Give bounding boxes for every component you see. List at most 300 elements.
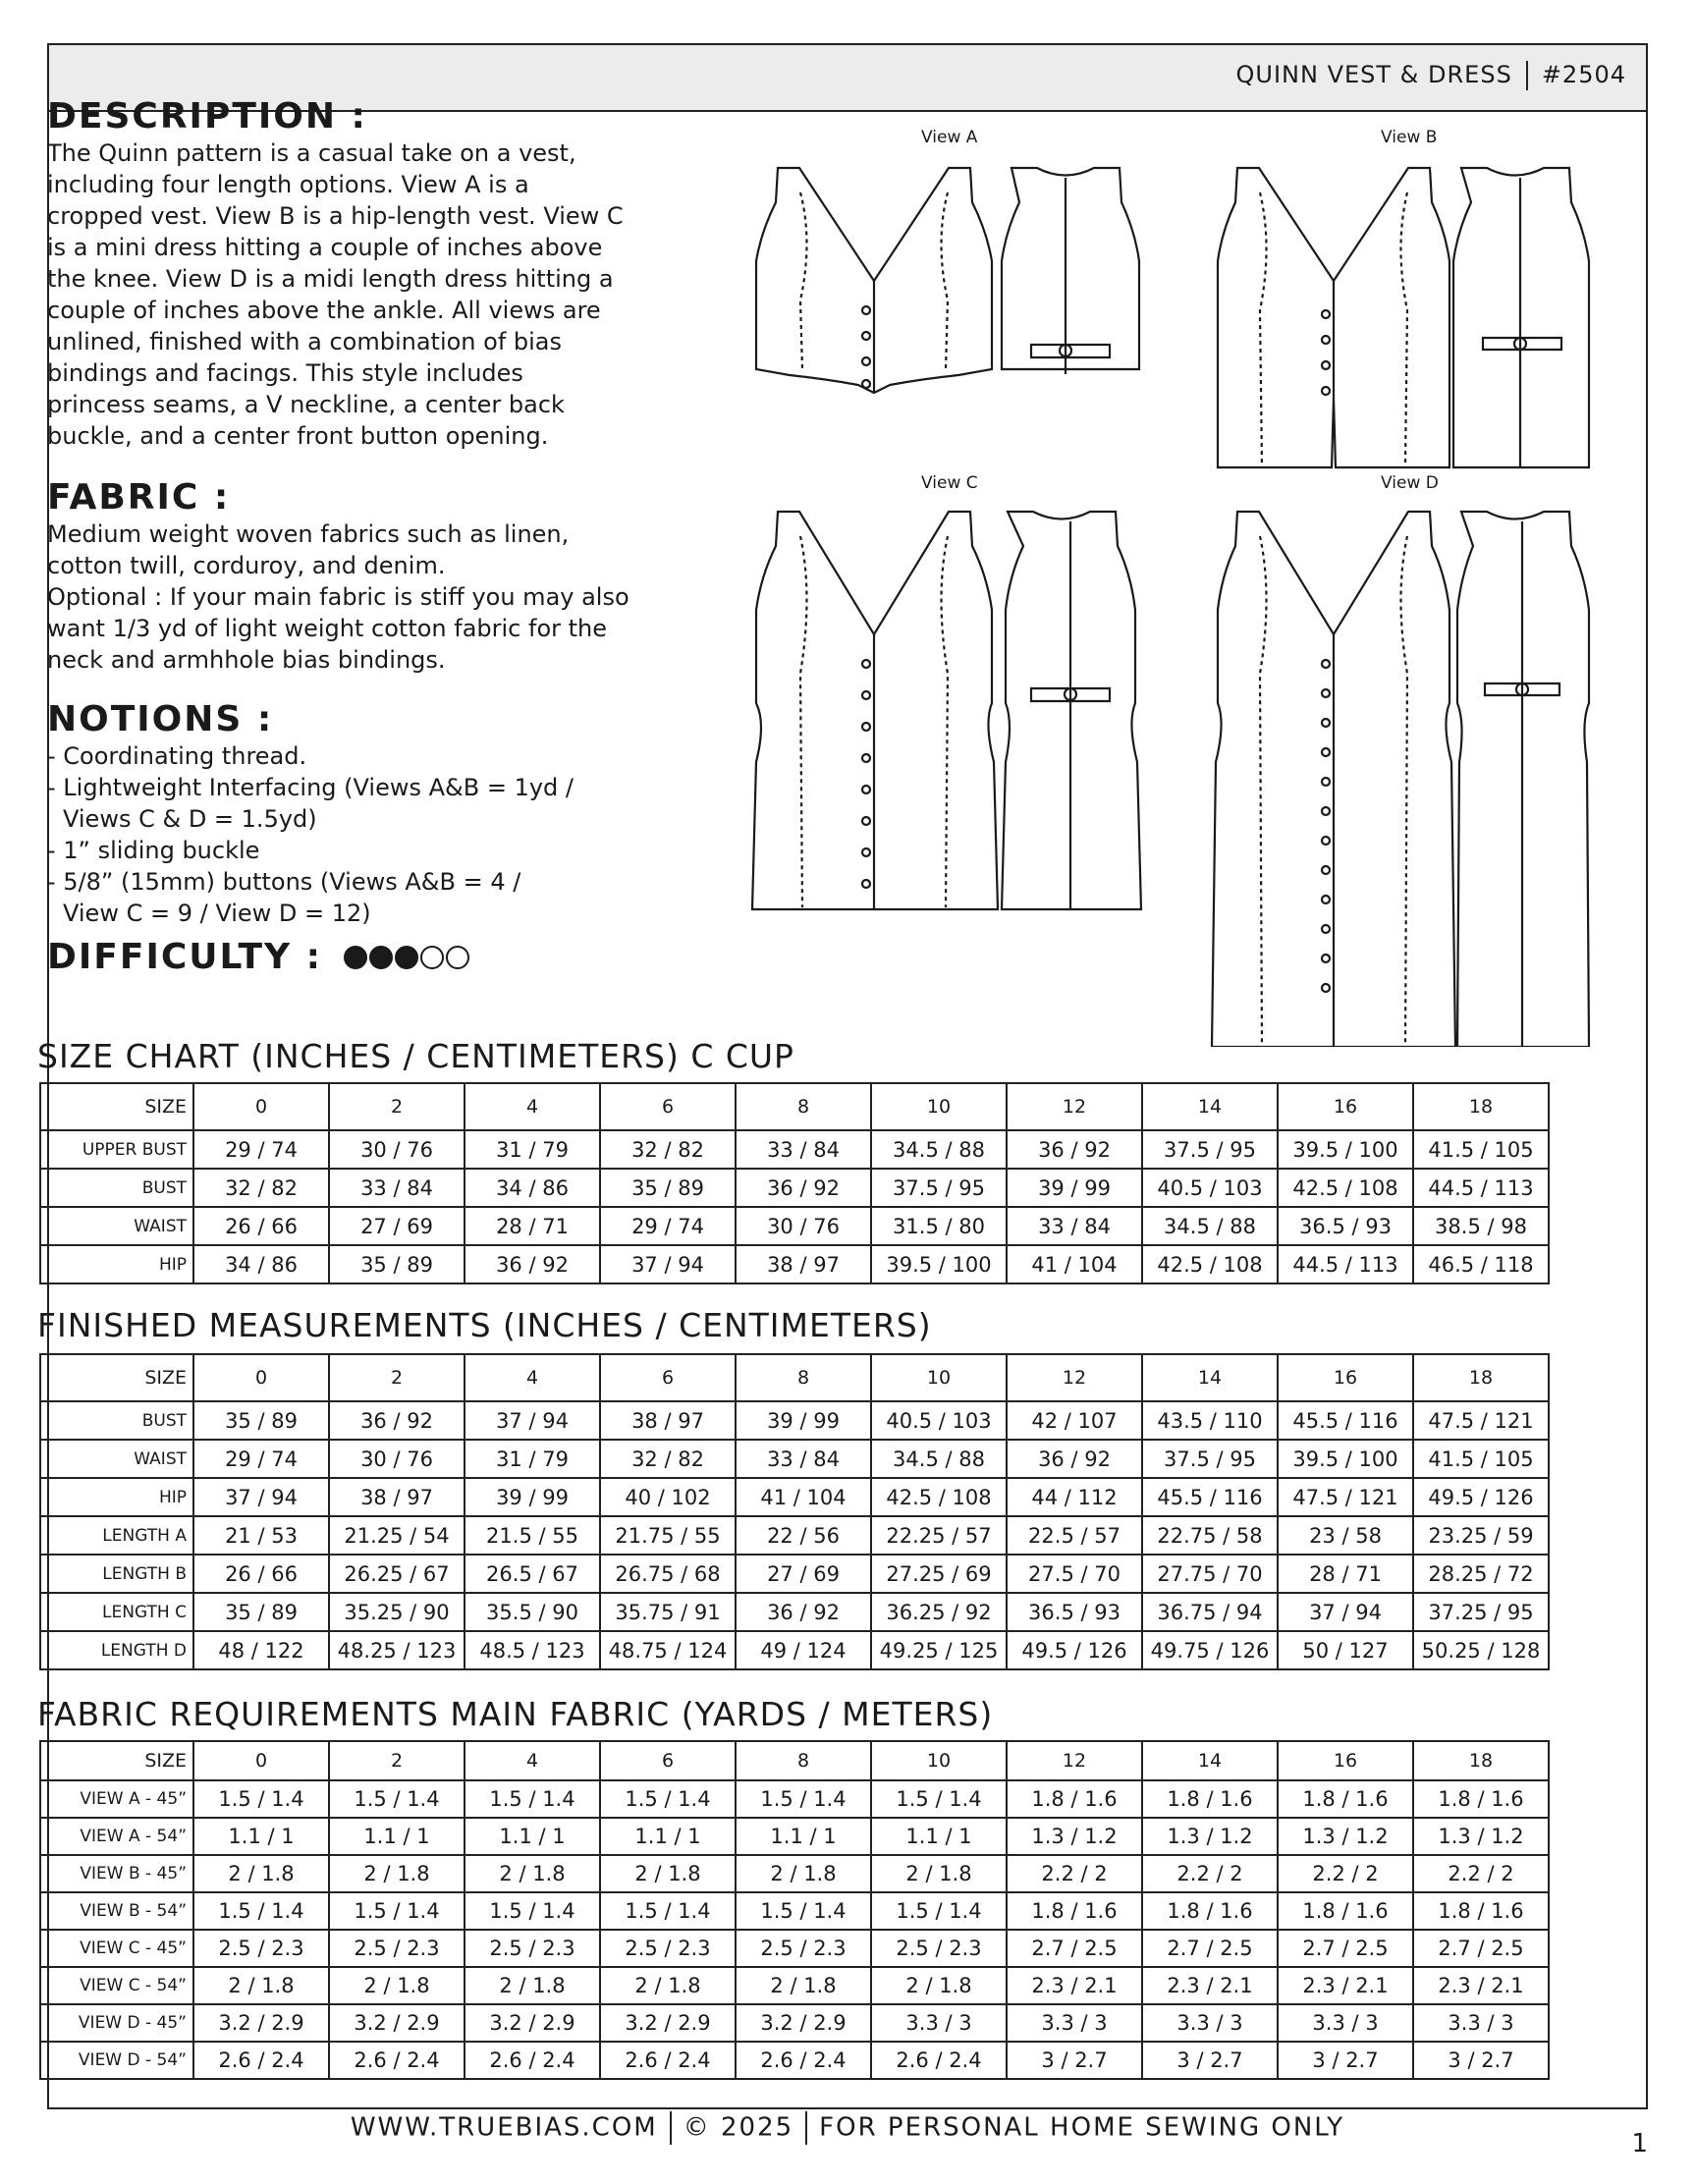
table-header-cell: SIZE — [40, 1741, 193, 1780]
table-row — [40, 1780, 1549, 1818]
view-c-front-drawing — [752, 512, 998, 909]
table-cell: 2.5 / 2.3 — [465, 1930, 600, 1967]
size-header-cell: 0 — [193, 1354, 329, 1401]
table-cell: 31 / 79 — [465, 1440, 600, 1478]
size-header-cell: 6 — [600, 1083, 736, 1130]
view-a-label: View A — [921, 128, 978, 147]
table-cell: 22.25 / 57 — [871, 1516, 1007, 1555]
table-cell: 42.5 / 108 — [871, 1478, 1007, 1516]
table-cell: 27.5 / 70 — [1007, 1555, 1142, 1593]
table-cell: 48.75 / 124 — [600, 1631, 736, 1669]
table-row — [40, 1130, 1549, 1169]
garment-illustrations — [707, 75, 1591, 1047]
table-cell: 2.6 / 2.4 — [600, 2042, 736, 2079]
table-cell: 3.3 / 3 — [871, 2004, 1007, 2042]
table-cell: 1.8 / 1.6 — [1413, 1780, 1549, 1818]
table-cell: 36 / 92 — [465, 1245, 600, 1283]
difficulty-dots — [344, 946, 469, 969]
row-label: VIEW C - 54” — [40, 1967, 193, 2004]
notion-item: Views C & D = 1.5yd) — [63, 805, 317, 833]
fabric-line: want 1/3 yd of light weight cotton fabric for the — [47, 615, 608, 642]
difficulty-label: DIFFICULTY : — [47, 937, 323, 977]
fabric-text — [47, 519, 715, 676]
table-cell: 40 / 102 — [600, 1478, 736, 1516]
size-header-cell: 0 — [193, 1083, 329, 1130]
row-label: VIEW D - 54” — [40, 2042, 193, 2079]
table-cell: 38.5 / 98 — [1413, 1207, 1549, 1245]
row-label: WAIST — [40, 1207, 193, 1245]
table-cell: 2 / 1.8 — [871, 1855, 1007, 1892]
footer-notice: FOR PERSONAL HOME SEWING ONLY — [819, 2112, 1345, 2143]
table-cell: 26.75 / 68 — [600, 1555, 736, 1593]
notion-item: - Coordinating thread. — [47, 742, 307, 770]
table-cell: 1.5 / 1.4 — [871, 1780, 1007, 1818]
table-cell: 2.5 / 2.3 — [871, 1930, 1007, 1967]
table-cell: 21.75 / 55 — [600, 1516, 736, 1555]
table-cell: 37 / 94 — [465, 1401, 600, 1440]
size-header-cell: 18 — [1413, 1741, 1549, 1780]
table-cell: 1.5 / 1.4 — [329, 1892, 465, 1930]
table-cell: 35.25 / 90 — [329, 1593, 465, 1631]
notions-list — [47, 740, 715, 929]
table-cell: 1.1 / 1 — [329, 1818, 465, 1855]
description-line: couple of inches above the ankle. All views are — [47, 297, 601, 324]
table-cell: 48 / 122 — [193, 1631, 329, 1669]
footer — [0, 2111, 1695, 2145]
table-cell: 1.3 / 1.2 — [1278, 1818, 1413, 1855]
table-cell: 36 / 92 — [1007, 1130, 1142, 1169]
footer-copyright: © 2025 — [683, 2112, 794, 2143]
table-cell: 30 / 76 — [329, 1130, 465, 1169]
table-cell: 2 / 1.8 — [329, 1855, 465, 1892]
table-cell: 50 / 127 — [1278, 1631, 1413, 1669]
table-cell: 29 / 74 — [193, 1440, 329, 1478]
table-cell: 35 / 89 — [193, 1401, 329, 1440]
table-cell: 45.5 / 116 — [1278, 1401, 1413, 1440]
size-header-cell: 18 — [1413, 1354, 1549, 1401]
table-cell: 36.5 / 93 — [1007, 1593, 1142, 1631]
table-cell: 2 / 1.8 — [329, 1967, 465, 2004]
table-cell: 1.5 / 1.4 — [465, 1892, 600, 1930]
size-header-cell: 8 — [736, 1741, 871, 1780]
table-row — [40, 1555, 1549, 1593]
table-cell: 34.5 / 88 — [1142, 1207, 1278, 1245]
size-header-cell: 6 — [600, 1354, 736, 1401]
table-cell: 2.6 / 2.4 — [465, 2042, 600, 2079]
view-b-back-drawing — [1453, 168, 1589, 467]
table-header-cell: SIZE — [40, 1083, 193, 1130]
size-header-cell: 10 — [871, 1354, 1007, 1401]
table-cell: 33 / 84 — [1007, 1207, 1142, 1245]
table-cell: 36 / 92 — [329, 1401, 465, 1440]
table-cell: 32 / 82 — [600, 1130, 736, 1169]
size-header-cell: 8 — [736, 1354, 871, 1401]
table-cell: 2 / 1.8 — [193, 1855, 329, 1892]
table-cell: 23.25 / 59 — [1413, 1516, 1549, 1555]
table-cell: 47.5 / 121 — [1413, 1401, 1549, 1440]
table-cell: 44 / 112 — [1007, 1478, 1142, 1516]
table-row — [40, 1478, 1549, 1516]
table-cell: 1.5 / 1.4 — [465, 1780, 600, 1818]
row-label: HIP — [40, 1478, 193, 1516]
size-header-cell: 10 — [871, 1083, 1007, 1130]
description-section — [47, 96, 715, 452]
view-d-label: View D — [1381, 473, 1439, 493]
table-cell: 28.25 / 72 — [1413, 1555, 1549, 1593]
table-cell: 2 / 1.8 — [871, 1967, 1007, 2004]
description-line: bindings and facings. This style includes — [47, 359, 523, 387]
row-label: LENGTH D — [40, 1631, 193, 1669]
table-cell: 49.5 / 126 — [1007, 1631, 1142, 1669]
table-cell: 39.5 / 100 — [871, 1245, 1007, 1283]
table-cell: 2.5 / 2.3 — [736, 1930, 871, 1967]
table-cell: 3.3 / 3 — [1278, 2004, 1413, 2042]
table-cell: 35.75 / 91 — [600, 1593, 736, 1631]
view-d-front-drawing — [1212, 512, 1455, 1047]
table-cell: 27.25 / 69 — [871, 1555, 1007, 1593]
table-cell: 35 / 89 — [600, 1169, 736, 1207]
size-header-cell: 14 — [1142, 1354, 1278, 1401]
table-row — [40, 1207, 1549, 1245]
row-label: VIEW A - 45” — [40, 1780, 193, 1818]
table-cell: 33 / 84 — [736, 1440, 871, 1478]
row-label: VIEW B - 45” — [40, 1855, 193, 1892]
table-cell: 36.75 / 94 — [1142, 1593, 1278, 1631]
table-row — [40, 1892, 1549, 1930]
row-label: LENGTH B — [40, 1555, 193, 1593]
table-cell: 49.5 / 126 — [1413, 1478, 1549, 1516]
table-cell: 1.5 / 1.4 — [600, 1892, 736, 1930]
description-title: DESCRIPTION : — [47, 96, 367, 136]
table-cell: 2.5 / 2.3 — [193, 1930, 329, 1967]
table-cell: 3.2 / 2.9 — [329, 2004, 465, 2042]
view-c-back-drawing — [1002, 512, 1141, 909]
description-line: including four length options. View A is a — [47, 171, 529, 198]
table-cell: 41.5 / 105 — [1413, 1130, 1549, 1169]
table-header-cell: SIZE — [40, 1354, 193, 1401]
table-cell: 1.1 / 1 — [736, 1818, 871, 1855]
finished-measurements-table — [39, 1353, 1550, 1670]
page-number: 1 — [1631, 2129, 1648, 2158]
size-header-cell: 16 — [1278, 1354, 1413, 1401]
table-cell: 3.2 / 2.9 — [193, 2004, 329, 2042]
table-row — [40, 2042, 1549, 2079]
size-header-cell: 0 — [193, 1741, 329, 1780]
table-cell: 2 / 1.8 — [600, 1967, 736, 2004]
notion-item: - Lightweight Interfacing (Views A&B = 1yd / — [47, 774, 574, 801]
table-cell: 1.8 / 1.6 — [1413, 1892, 1549, 1930]
footer-website[interactable]: WWW.TRUEBIAS.COM — [350, 2112, 658, 2143]
size-header-cell: 2 — [329, 1741, 465, 1780]
view-b-label: View B — [1381, 128, 1438, 147]
table-cell: 3 / 2.7 — [1007, 2042, 1142, 2079]
table-cell: 47.5 / 121 — [1278, 1478, 1413, 1516]
table-cell: 3.2 / 2.9 — [465, 2004, 600, 2042]
table-cell: 40.5 / 103 — [871, 1401, 1007, 1440]
size-header-cell: 8 — [736, 1083, 871, 1130]
row-label: WAIST — [40, 1440, 193, 1478]
table-cell: 22.5 / 57 — [1007, 1516, 1142, 1555]
size-header-cell: 2 — [329, 1083, 465, 1130]
table-cell: 28 / 71 — [1278, 1555, 1413, 1593]
table-cell: 26.25 / 67 — [329, 1555, 465, 1593]
table-cell: 2.2 / 2 — [1142, 1855, 1278, 1892]
table-cell: 2.6 / 2.4 — [193, 2042, 329, 2079]
table-cell: 22 / 56 — [736, 1516, 871, 1555]
table-cell: 1.8 / 1.6 — [1142, 1780, 1278, 1818]
size-header-cell: 16 — [1278, 1741, 1413, 1780]
description-line: buckle, and a center front button opening. — [47, 422, 549, 450]
table-cell: 1.5 / 1.4 — [600, 1780, 736, 1818]
difficulty-rating — [47, 937, 469, 978]
table-cell: 44.5 / 113 — [1413, 1169, 1549, 1207]
table-cell: 2 / 1.8 — [736, 1855, 871, 1892]
table-cell: 1.3 / 1.2 — [1007, 1818, 1142, 1855]
table-cell: 37 / 94 — [600, 1245, 736, 1283]
table-cell: 29 / 74 — [600, 1207, 736, 1245]
table-cell: 26.5 / 67 — [465, 1555, 600, 1593]
table-cell: 43.5 / 110 — [1142, 1401, 1278, 1440]
table-row — [40, 1818, 1549, 1855]
table-row — [40, 1440, 1549, 1478]
table-cell: 2.5 / 2.3 — [329, 1930, 465, 1967]
table-cell: 3 / 2.7 — [1142, 2042, 1278, 2079]
table-cell: 1.5 / 1.4 — [871, 1892, 1007, 1930]
size-header-cell: 12 — [1007, 1741, 1142, 1780]
difficulty-dot-filled — [369, 946, 393, 969]
description-line: unlined, finished with a combination of bias — [47, 328, 563, 355]
table-cell: 34 / 86 — [193, 1245, 329, 1283]
table-cell: 2.5 / 2.3 — [600, 1930, 736, 1967]
table-cell: 40.5 / 103 — [1142, 1169, 1278, 1207]
difficulty-dot-empty — [446, 946, 469, 969]
table-cell: 39 / 99 — [1007, 1169, 1142, 1207]
table-cell: 36 / 92 — [736, 1593, 871, 1631]
table-cell: 1.5 / 1.4 — [736, 1892, 871, 1930]
table-cell: 1.8 / 1.6 — [1278, 1780, 1413, 1818]
table-cell: 1.5 / 1.4 — [193, 1780, 329, 1818]
table-cell: 37.5 / 95 — [1142, 1440, 1278, 1478]
table-cell: 48.25 / 123 — [329, 1631, 465, 1669]
table-cell: 1.8 / 1.6 — [1007, 1780, 1142, 1818]
table-row — [40, 1245, 1549, 1283]
table-cell: 36.5 / 93 — [1278, 1207, 1413, 1245]
table-cell: 21 / 53 — [193, 1516, 329, 1555]
table-cell: 3.3 / 3 — [1142, 2004, 1278, 2042]
difficulty-dot-filled — [395, 946, 418, 969]
notions-section — [47, 699, 715, 929]
table-row — [40, 1967, 1549, 2004]
row-label: UPPER BUST — [40, 1130, 193, 1169]
table-cell: 3 / 2.7 — [1278, 2042, 1413, 2079]
description-line: the knee. View D is a midi length dress hitting a — [47, 265, 614, 293]
table-cell: 23 / 58 — [1278, 1516, 1413, 1555]
garment-drawings — [707, 75, 1591, 1047]
table-cell: 39.5 / 100 — [1278, 1440, 1413, 1478]
table-cell: 2.2 / 2 — [1007, 1855, 1142, 1892]
size-header-cell: 12 — [1007, 1083, 1142, 1130]
table-cell: 33 / 84 — [329, 1169, 465, 1207]
table-cell: 35 / 89 — [193, 1593, 329, 1631]
table-cell: 42 / 107 — [1007, 1401, 1142, 1440]
table-cell: 2 / 1.8 — [465, 1855, 600, 1892]
table-cell: 31 / 79 — [465, 1130, 600, 1169]
table-row — [40, 1169, 1549, 1207]
table-cell: 2.2 / 2 — [1278, 1855, 1413, 1892]
fabric-title: FABRIC : — [47, 477, 231, 518]
table-cell: 39 / 99 — [736, 1401, 871, 1440]
table-header-row — [40, 1741, 1549, 1780]
fabric-section — [47, 477, 715, 676]
description-text — [47, 137, 715, 452]
fabric-line: neck and armhhole bias bindings. — [47, 646, 446, 674]
fabric-requirements-table — [39, 1740, 1550, 2080]
size-header-cell: 4 — [465, 1354, 600, 1401]
size-header-cell: 10 — [871, 1741, 1007, 1780]
row-label: VIEW B - 54” — [40, 1892, 193, 1930]
table-cell: 26 / 66 — [193, 1207, 329, 1245]
description-line: princess seams, a V neckline, a center back — [47, 391, 565, 418]
footer-divider — [805, 2111, 807, 2145]
row-label: VIEW D - 45” — [40, 2004, 193, 2042]
table-cell: 49.25 / 125 — [871, 1631, 1007, 1669]
table-cell: 22.75 / 58 — [1142, 1516, 1278, 1555]
table-cell: 21.25 / 54 — [329, 1516, 465, 1555]
table-cell: 39 / 99 — [465, 1478, 600, 1516]
table-cell: 1.8 / 1.6 — [1278, 1892, 1413, 1930]
table-cell: 36 / 92 — [736, 1169, 871, 1207]
table-cell: 34.5 / 88 — [871, 1130, 1007, 1169]
table-cell: 2 / 1.8 — [600, 1855, 736, 1892]
table-cell: 1.3 / 1.2 — [1142, 1818, 1278, 1855]
table-cell: 39.5 / 100 — [1278, 1130, 1413, 1169]
table-cell: 38 / 97 — [329, 1478, 465, 1516]
table-cell: 3.3 / 3 — [1413, 2004, 1549, 2042]
table-cell: 2 / 1.8 — [465, 1967, 600, 2004]
table-row — [40, 1401, 1549, 1440]
view-c-label: View C — [921, 473, 978, 493]
table-cell: 2.3 / 2.1 — [1007, 1967, 1142, 2004]
view-b-front-drawing — [1218, 168, 1449, 467]
notion-item: - 5/8” (15mm) buttons (Views A&B = 4 / — [47, 868, 521, 896]
table-cell: 2 / 1.8 — [193, 1967, 329, 2004]
table-cell: 31.5 / 80 — [871, 1207, 1007, 1245]
row-label: BUST — [40, 1401, 193, 1440]
table-cell: 41 / 104 — [1007, 1245, 1142, 1283]
pattern-name: QUINN VEST & DRESS — [1235, 61, 1512, 88]
table-cell: 37 / 94 — [193, 1478, 329, 1516]
fabric-requirements-title: FABRIC REQUIREMENTS MAIN FABRIC (YARDS / METERS) — [37, 1695, 994, 1733]
table-cell: 36 / 92 — [1007, 1440, 1142, 1478]
row-label: LENGTH C — [40, 1593, 193, 1631]
size-header-cell: 18 — [1413, 1083, 1549, 1130]
table-cell: 21.5 / 55 — [465, 1516, 600, 1555]
table-cell: 2.7 / 2.5 — [1142, 1930, 1278, 1967]
table-cell: 1.5 / 1.4 — [329, 1780, 465, 1818]
table-cell: 1.1 / 1 — [465, 1818, 600, 1855]
footer-divider — [670, 2111, 672, 2145]
table-row — [40, 1930, 1549, 1967]
table-cell: 2.7 / 2.5 — [1278, 1930, 1413, 1967]
table-cell: 34.5 / 88 — [871, 1440, 1007, 1478]
table-cell: 42.5 / 108 — [1142, 1245, 1278, 1283]
table-cell: 44.5 / 113 — [1278, 1245, 1413, 1283]
table-row — [40, 1855, 1549, 1892]
table-cell: 1.1 / 1 — [600, 1818, 736, 1855]
fabric-line: Medium weight woven fabrics such as linen, — [47, 520, 570, 548]
size-header-cell: 2 — [329, 1354, 465, 1401]
table-cell: 1.5 / 1.4 — [193, 1892, 329, 1930]
fabric-line: cotton twill, corduroy, and denim. — [47, 552, 446, 579]
size-header-cell: 6 — [600, 1741, 736, 1780]
table-cell: 45.5 / 116 — [1142, 1478, 1278, 1516]
table-cell: 2.2 / 2 — [1413, 1855, 1549, 1892]
table-row — [40, 1516, 1549, 1555]
table-cell: 27 / 69 — [329, 1207, 465, 1245]
table-cell: 30 / 76 — [329, 1440, 465, 1478]
table-cell: 38 / 97 — [600, 1401, 736, 1440]
notion-item: - 1” sliding buckle — [47, 837, 260, 864]
description-line: is a mini dress hitting a couple of inches above — [47, 234, 603, 261]
table-cell: 50.25 / 128 — [1413, 1631, 1549, 1669]
table-cell: 30 / 76 — [736, 1207, 871, 1245]
table-cell: 1.3 / 1.2 — [1413, 1818, 1549, 1855]
size-chart-table — [39, 1082, 1550, 1284]
view-d-back-drawing — [1457, 512, 1589, 1047]
size-chart-title: SIZE CHART (INCHES / CENTIMETERS) C CUP — [37, 1037, 794, 1075]
table-cell: 3.2 / 2.9 — [736, 2004, 871, 2042]
table-cell: 2.7 / 2.5 — [1007, 1930, 1142, 1967]
table-cell: 48.5 / 123 — [465, 1631, 600, 1669]
row-label: BUST — [40, 1169, 193, 1207]
row-label: VIEW A - 54” — [40, 1818, 193, 1855]
description-line: The Quinn pattern is a casual take on a vest, — [47, 139, 576, 167]
size-header-cell: 14 — [1142, 1741, 1278, 1780]
table-cell: 2.6 / 2.4 — [871, 2042, 1007, 2079]
table-cell: 2.7 / 2.5 — [1413, 1930, 1549, 1967]
table-cell: 3.2 / 2.9 — [600, 2004, 736, 2042]
notion-item: View C = 9 / View D = 12) — [63, 900, 371, 927]
table-cell: 46.5 / 118 — [1413, 1245, 1549, 1283]
table-cell: 32 / 82 — [600, 1440, 736, 1478]
table-cell: 1.5 / 1.4 — [736, 1780, 871, 1818]
table-cell: 27.75 / 70 — [1142, 1555, 1278, 1593]
table-cell: 28 / 71 — [465, 1207, 600, 1245]
table-cell: 1.8 / 1.6 — [1007, 1892, 1142, 1930]
table-cell: 41 / 104 — [736, 1478, 871, 1516]
difficulty-dot-empty — [420, 946, 444, 969]
size-header-cell: 4 — [465, 1083, 600, 1130]
table-row — [40, 2004, 1549, 2042]
table-header-row — [40, 1083, 1549, 1130]
table-row — [40, 1631, 1549, 1669]
table-cell: 2.6 / 2.4 — [329, 2042, 465, 2079]
size-header-cell: 16 — [1278, 1083, 1413, 1130]
table-cell: 1.1 / 1 — [193, 1818, 329, 1855]
table-cell: 1.8 / 1.6 — [1142, 1892, 1278, 1930]
description-line: cropped vest. View B is a hip-length vest. View C — [47, 202, 624, 230]
table-cell: 38 / 97 — [736, 1245, 871, 1283]
finished-measurements-title: FINISHED MEASUREMENTS (INCHES / CENTIMETERS) — [37, 1306, 932, 1344]
notions-title: NOTIONS : — [47, 699, 274, 739]
difficulty-dot-filled — [344, 946, 367, 969]
table-cell: 49.75 / 126 — [1142, 1631, 1278, 1669]
row-label: LENGTH A — [40, 1516, 193, 1555]
table-header-row — [40, 1354, 1549, 1401]
table-cell: 3 / 2.7 — [1413, 2042, 1549, 2079]
size-header-cell: 12 — [1007, 1354, 1142, 1401]
table-cell: 32 / 82 — [193, 1169, 329, 1207]
